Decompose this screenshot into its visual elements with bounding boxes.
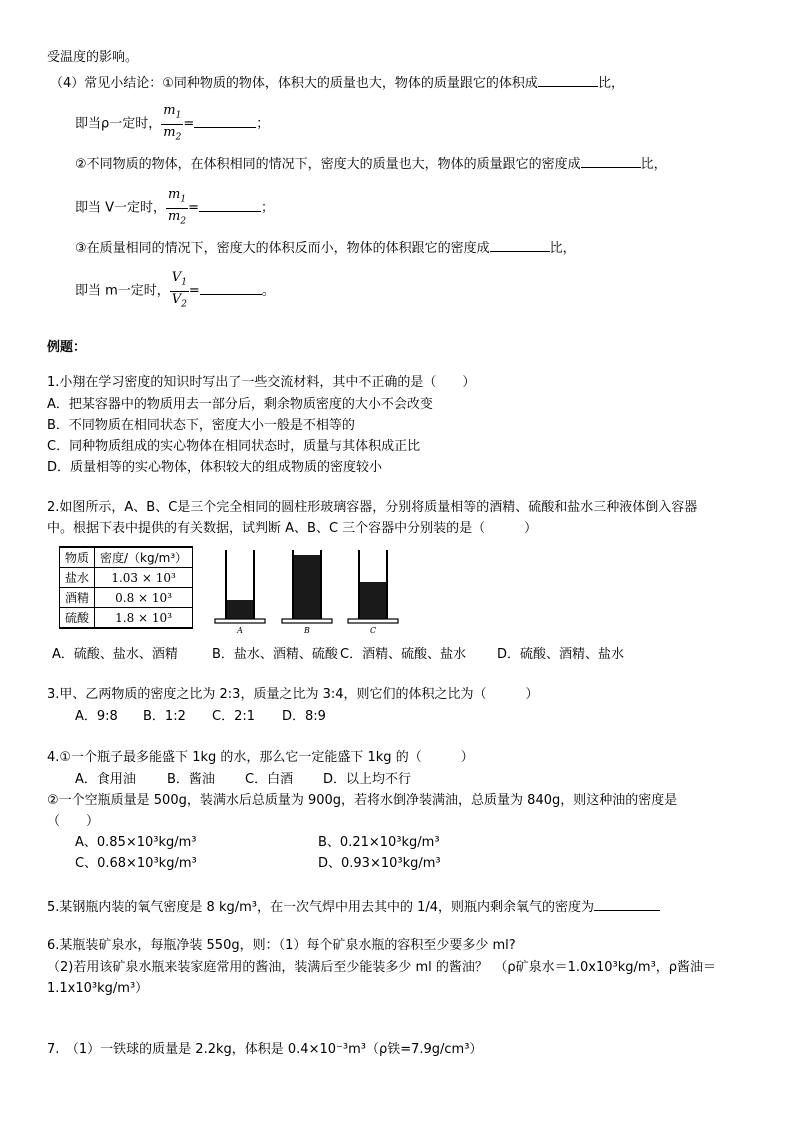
question-3-option-a[interactable]: A．9:8 <box>75 709 118 724</box>
table-header-substance: 物质 <box>60 547 95 568</box>
question-2-options <box>52 646 624 664</box>
denominator-sub: 2 <box>180 216 187 227</box>
conclusion-2 <box>75 153 667 174</box>
formula-3-end: 。 <box>261 283 275 299</box>
question-4-part2-option-b[interactable]: B、0.21×10³kg/m³ <box>318 835 440 850</box>
question-2-stem-line2: 中。根据下表中提供的有关数据，试判断 A、B、C 三个容器中分别装的是（ ） <box>47 521 538 536</box>
conclusion-3-text: ③在质量相同的情况下，密度大的体积反而小，物体的体积跟它的密度成 <box>75 241 490 256</box>
answer-blank[interactable] <box>490 237 550 252</box>
conclusion-3-suffix: 比， <box>549 241 576 256</box>
answer-blank[interactable] <box>581 153 641 168</box>
question-4-part2-stem: ②一个空瓶质量是 500g，装满水后总质量为 900g，若将水倒净装满油，总质量为 840g，则这种油的密度是 <box>47 793 678 808</box>
container-base <box>348 619 398 623</box>
numerator: V <box>171 270 182 285</box>
density-value: 0.8 × 10³ <box>95 588 193 608</box>
liquid-fill <box>226 600 254 619</box>
liquid-fill <box>293 555 321 619</box>
volume-ratio-fraction <box>170 270 189 312</box>
question-4-option-c[interactable]: C．白酒 <box>245 772 294 787</box>
question-1-option-d[interactable]: D．质量相等的实心物体，体积较大的组成物质的密度较小 <box>47 460 383 475</box>
container-label: C <box>369 626 377 635</box>
conclusion-2-suffix: 比， <box>640 157 667 172</box>
question-4-options <box>75 771 411 789</box>
question-2-option-a[interactable]: A．硫酸、盐水、酒精 <box>52 647 178 662</box>
question-3-option-d[interactable]: D．8:9 <box>282 709 326 724</box>
containers-figure <box>205 546 415 638</box>
container-a <box>215 550 265 635</box>
density-value: 1.03 × 10³ <box>95 568 193 588</box>
question-1-option-b[interactable]: B．不同物质在相同状态下，密度大小一般是不相等的 <box>47 418 355 433</box>
question-1-option-a[interactable]: A．把某容器中的物质用去一部分后，剩余物质密度的大小不会改变 <box>47 397 433 412</box>
table-row <box>60 588 193 608</box>
question-2-option-c[interactable]: C．酒精、硫酸、盐水 <box>340 647 467 662</box>
question-4-stem: 4.①一个瓶子最多能盛下 1kg 的水，那么它一定能盛下 1kg 的（ ） <box>47 750 474 765</box>
density-table <box>59 546 193 629</box>
container-base <box>282 619 332 623</box>
answer-blank[interactable] <box>594 896 660 911</box>
formula-2 <box>75 187 274 229</box>
question-6-line1: 6.某瓶装矿泉水，每瓶净装 550g，则：（1）每个矿泉水瓶的容积至少要多少 ml? <box>47 938 516 953</box>
answer-blank[interactable] <box>194 113 256 128</box>
question-6-line2: （2)若用该矿泉水瓶来装家庭常用的酱油，装满后至少能装多少 ml 的酱油？ （ρ矿泉水＝1.0x10³kg/m³，ρ酱油＝ <box>47 960 717 975</box>
denominator: V <box>171 291 182 307</box>
question-3-option-c[interactable]: C．2:1 <box>212 709 255 724</box>
question-2-stem-line1: 2.如图所示，A、B、C是三个完全相同的圆柱形玻璃容器，分别将质量相等的酒精、硫酸和盐水三种液体倒入容器 <box>47 500 698 515</box>
question-6-line3: 1.1x10³kg/m³） <box>47 981 149 996</box>
intro-line: 受温度的影响。 <box>47 50 139 65</box>
conclusion-1 <box>50 72 624 93</box>
question-3-stem: 3.甲、乙两物质的密度之比为 2:3，质量之比为 3:4，则它们的体积之比为（ ） <box>47 687 539 702</box>
formula-3-condition: 即当 m一定时， <box>75 283 170 299</box>
question-1-stem: 1.小翔在学习密度的知识时写出了一些交流材料，其中不正确的是（ ） <box>47 375 476 390</box>
container-base <box>215 619 265 623</box>
container-c <box>348 550 398 635</box>
question-2-option-b[interactable]: B．盐水、酒精、硫酸 <box>212 647 338 662</box>
question-3-options <box>75 708 326 726</box>
question-4-part2-option-a[interactable]: A、0.85×10³kg/m³ <box>75 835 197 850</box>
examples-heading: 例题： <box>47 340 87 355</box>
conclusion-2-text: ②不同物质的物体，在体积相同的情况下，密度大的质量也大，物体的质量跟它的密度成 <box>75 157 581 172</box>
denominator-sub: 2 <box>181 299 187 310</box>
question-4-option-b[interactable]: B．酱油 <box>167 772 215 787</box>
equals-sign: = <box>183 116 195 132</box>
substance-name: 硫酸 <box>60 608 95 629</box>
question-3-option-b[interactable]: B．1:2 <box>143 709 186 724</box>
numerator-sub: 1 <box>180 194 187 205</box>
conclusion-3 <box>75 237 576 258</box>
answer-blank[interactable] <box>199 197 261 212</box>
answer-blank[interactable] <box>538 72 598 87</box>
denominator-sub: 2 <box>175 132 182 143</box>
formula-2-condition: 即当 V一定时， <box>75 200 167 216</box>
table-header-density: 密度/（kg/m³） <box>95 547 193 568</box>
question-5 <box>47 896 660 917</box>
formula-1 <box>75 103 269 145</box>
denominator: m <box>163 124 176 140</box>
container-label: A <box>237 626 243 635</box>
numerator: m <box>168 187 181 202</box>
density-value: 1.8 × 10³ <box>95 608 193 629</box>
question-4-part2-option-d[interactable]: D、0.93×10³kg/m³ <box>318 856 441 871</box>
conclusion-1-text: （4）常见小结论：①同种物质的物体，体积大的质量也大，物体的质量跟它的体积成 <box>50 76 538 91</box>
substance-name: 盐水 <box>60 568 95 588</box>
numerator-sub: 1 <box>175 110 182 121</box>
answer-blank[interactable] <box>200 280 262 295</box>
question-5-stem: 5.某钢瓶内装的氧气密度是 8 kg/m³，在一次气焊中用去其中的 1/4，则瓶内剩余氧气的密度为 <box>47 900 595 915</box>
liquid-fill <box>359 582 387 619</box>
substance-name: 酒精 <box>60 588 95 608</box>
container-label: B <box>304 626 310 635</box>
conclusion-1-suffix: 比， <box>597 76 624 91</box>
question-4-option-d[interactable]: D．以上均不行 <box>323 772 412 787</box>
question-4-option-a[interactable]: A．食用油 <box>75 772 136 787</box>
numerator-sub: 1 <box>181 277 187 288</box>
numerator: m <box>163 103 176 118</box>
formula-2-end: ； <box>261 200 275 216</box>
table-row <box>60 608 193 629</box>
question-4-part2-bracket: （ ） <box>47 814 100 829</box>
question-7-line1: 7. （1）一铁球的质量是 2.2kg，体积是 0.4×10⁻³m³（ρ铁=7.9g/cm³） <box>47 1042 483 1057</box>
table-row <box>60 568 193 588</box>
equals-sign: = <box>188 283 200 299</box>
denominator: m <box>168 208 181 224</box>
mass-ratio-fraction <box>161 103 183 145</box>
formula-1-end: ； <box>256 116 270 132</box>
mass-ratio-fraction <box>166 187 188 229</box>
equals-sign: = <box>188 200 199 216</box>
question-2-option-d[interactable]: D．硫酸、酒精、盐水 <box>497 647 625 662</box>
question-1-option-c[interactable]: C．同种物质组成的实心物体在相同状态时，质量与其体积成正比 <box>47 439 421 454</box>
question-4-part2-option-c[interactable]: C、0.68×10³kg/m³ <box>75 856 197 871</box>
table-header-row <box>60 547 193 568</box>
formula-3 <box>75 270 275 312</box>
container-b <box>282 550 332 635</box>
formula-1-condition: 即当ρ一定时， <box>75 116 162 132</box>
